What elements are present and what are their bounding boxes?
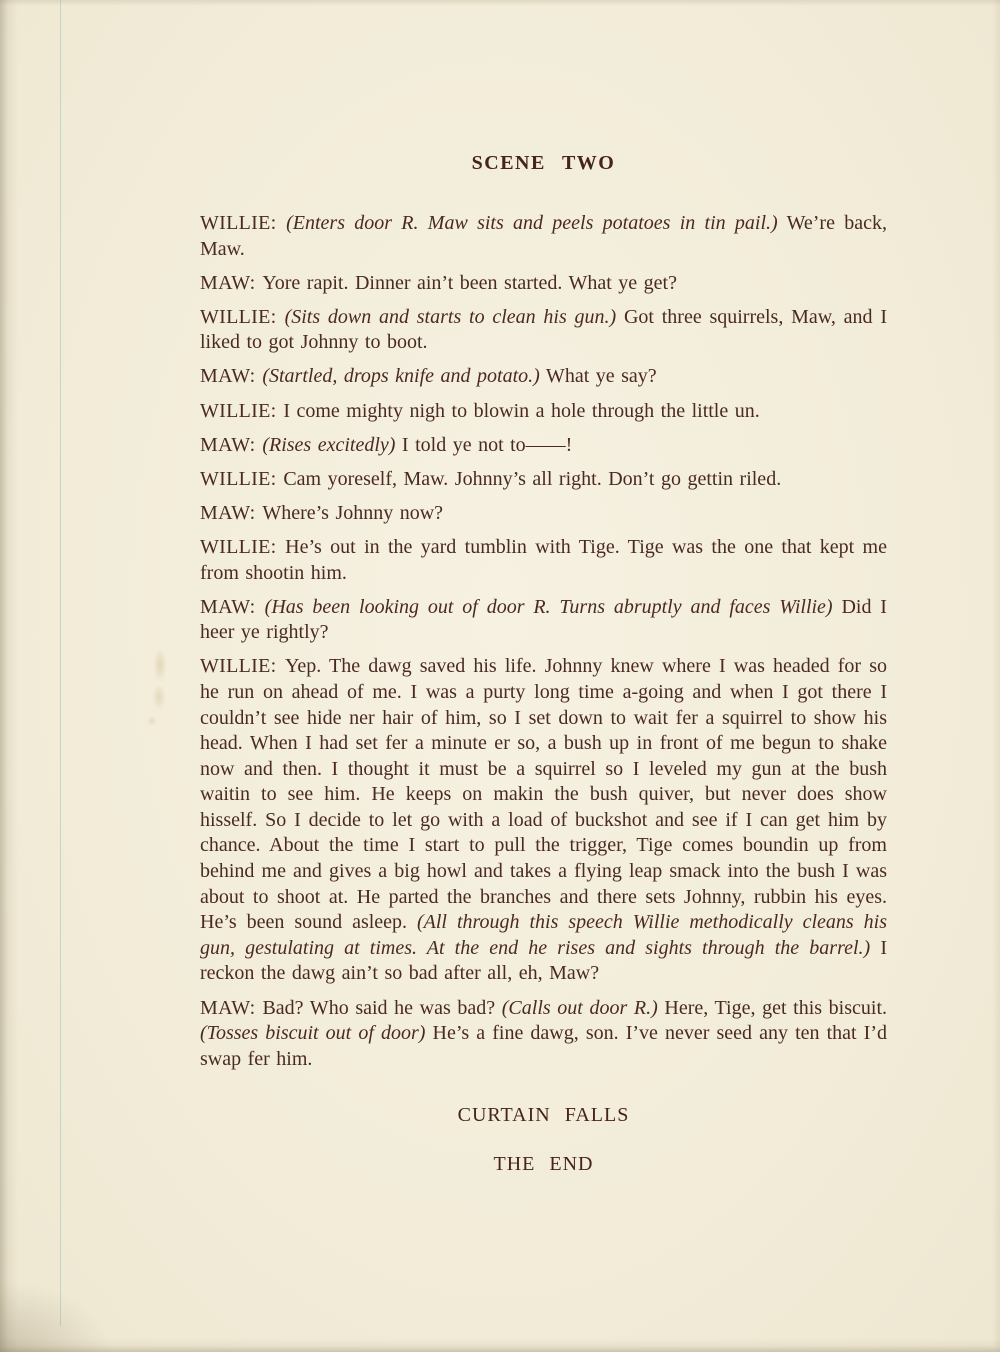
speaker-label: MAW: [200, 433, 263, 456]
dialogue-block [200, 211, 887, 1072]
dialogue-segment-roman: We’re back, Maw. [200, 212, 887, 260]
speaker-label: MAW: [200, 595, 265, 618]
dialogue-paragraph [200, 305, 887, 356]
dialogue-segment-italic: (Sits down and starts to clean his gun.) [284, 305, 617, 328]
paper-smudge [147, 716, 157, 726]
dialogue-segment-roman: Yore rapit. Dinner ain’t been started. What ye get? [262, 271, 677, 294]
dialogue-segment-roman: I told ye not to——! [395, 433, 573, 456]
speaker-label: WILLIE: [200, 467, 284, 490]
dialogue-paragraph [200, 654, 887, 987]
dialogue-paragraph [200, 996, 887, 1073]
dialogue-segment-roman: Got three squirrels, Maw, and I liked to got Johnny to boot. [200, 305, 887, 354]
speaker-label: WILLIE: [200, 655, 285, 678]
dialogue-segment-roman: Yep. The dawg saved his life. Johnny knew where I was headed for so he run on ahead of me. I was a purty long time a-going and when I got there I couldn’t see hide ner hair of him, so I set down to wait fer a squirrel to show his head. When I had set fer a minute er so, a bush up in front of me begun to shake now and then. I thought it must be a squirrel so I leveled my gun at the bush waitin to see him. He keeps on makin the bush quiver, but never does show hisself. So I decide to let go with a load of buckshot and see if I can get him by chance. About the time I start to pull the trigger, Tige comes boundin up from behind me and gives a big howl and takes a flying leap smack into the bush I was about to shoot at. He parted the branches and there sets Johnny, rubbin his eyes. He’s been sound asleep. [200, 655, 887, 934]
dialogue-paragraph [200, 211, 887, 262]
dialogue-segment-roman: He’s a fine dawg, son. I’ve never seed any ten that I’d swap fer him. [200, 1022, 887, 1070]
page-corner-shadow [0, 1282, 110, 1352]
paper-smudge [153, 648, 167, 682]
dialogue-paragraph [200, 364, 887, 390]
speaker-label: WILLIE: [200, 399, 284, 422]
dialogue-segment-italic: (All through this speech Willie methodically cleans his gun, gestulating at times. At the end he rises and sights through the barrel.) [200, 911, 887, 959]
dialogue-segment-italic: (Tosses biscuit out of door) [200, 1022, 426, 1045]
dialogue-segment-italic: (Has been looking out of door R. Turns abruptly and faces Willie) [264, 595, 833, 618]
speaker-label: MAW: [200, 501, 263, 524]
script-text-block [200, 152, 887, 1176]
speaker-label: WILLIE: [200, 212, 287, 234]
dialogue-segment-roman: What ye say? [539, 365, 657, 388]
dialogue-segment-roman: Bad? Who said he was bad? [262, 996, 502, 1019]
dialogue-segment-roman: He’s out in the yard tumblin with Tige. Tige was the one that kept me from shootin him. [200, 535, 887, 584]
dialogue-segment-roman: Did I heer ye rightly? [200, 595, 887, 644]
curtain-falls-line: CURTAIN FALLS [457, 1104, 630, 1127]
dialogue-paragraph [200, 595, 887, 646]
speaker-label: WILLIE: [200, 535, 286, 558]
dialogue-segment-roman: I reckon the dawg ain’t so bad after all, eh, Maw? [200, 936, 887, 985]
scene-title: SCENE TWO [471, 152, 616, 174]
speaker-label: MAW: [200, 365, 263, 388]
dialogue-paragraph [200, 467, 887, 493]
dialogue-segment-roman: Cam yoreself, Maw. Johnny’s all right. Don’t go gettin riled. [283, 467, 782, 490]
speaker-label: MAW: [200, 996, 263, 1019]
dialogue-paragraph [200, 271, 887, 297]
speaker-label: WILLIE: [200, 305, 285, 328]
the-end-line: THE END [493, 1153, 594, 1176]
dialogue-paragraph [200, 501, 887, 527]
dialogue-segment-italic: (Rises excitedly) [262, 433, 396, 456]
paper-smudge [152, 684, 166, 710]
notebook-margin-line [60, 0, 61, 1326]
dialogue-segment-roman: Here, Tige, get this biscuit. [657, 996, 887, 1019]
dialogue-paragraph [200, 399, 887, 425]
dialogue-paragraph [200, 535, 887, 586]
dialogue-segment-italic: (Enters door R. Maw sits and peels potatoes in tin pail.) [286, 212, 778, 234]
dialogue-segment-roman: I come mighty nigh to blowin a hole through the little un. [283, 399, 760, 422]
dialogue-segment-roman: Where’s Johnny now? [262, 501, 444, 524]
speaker-label: MAW: [200, 271, 263, 294]
dialogue-paragraph [200, 433, 887, 459]
dialogue-segment-italic: (Calls out door R.) [501, 996, 658, 1019]
dialogue-segment-italic: (Startled, drops knife and potato.) [262, 365, 540, 388]
